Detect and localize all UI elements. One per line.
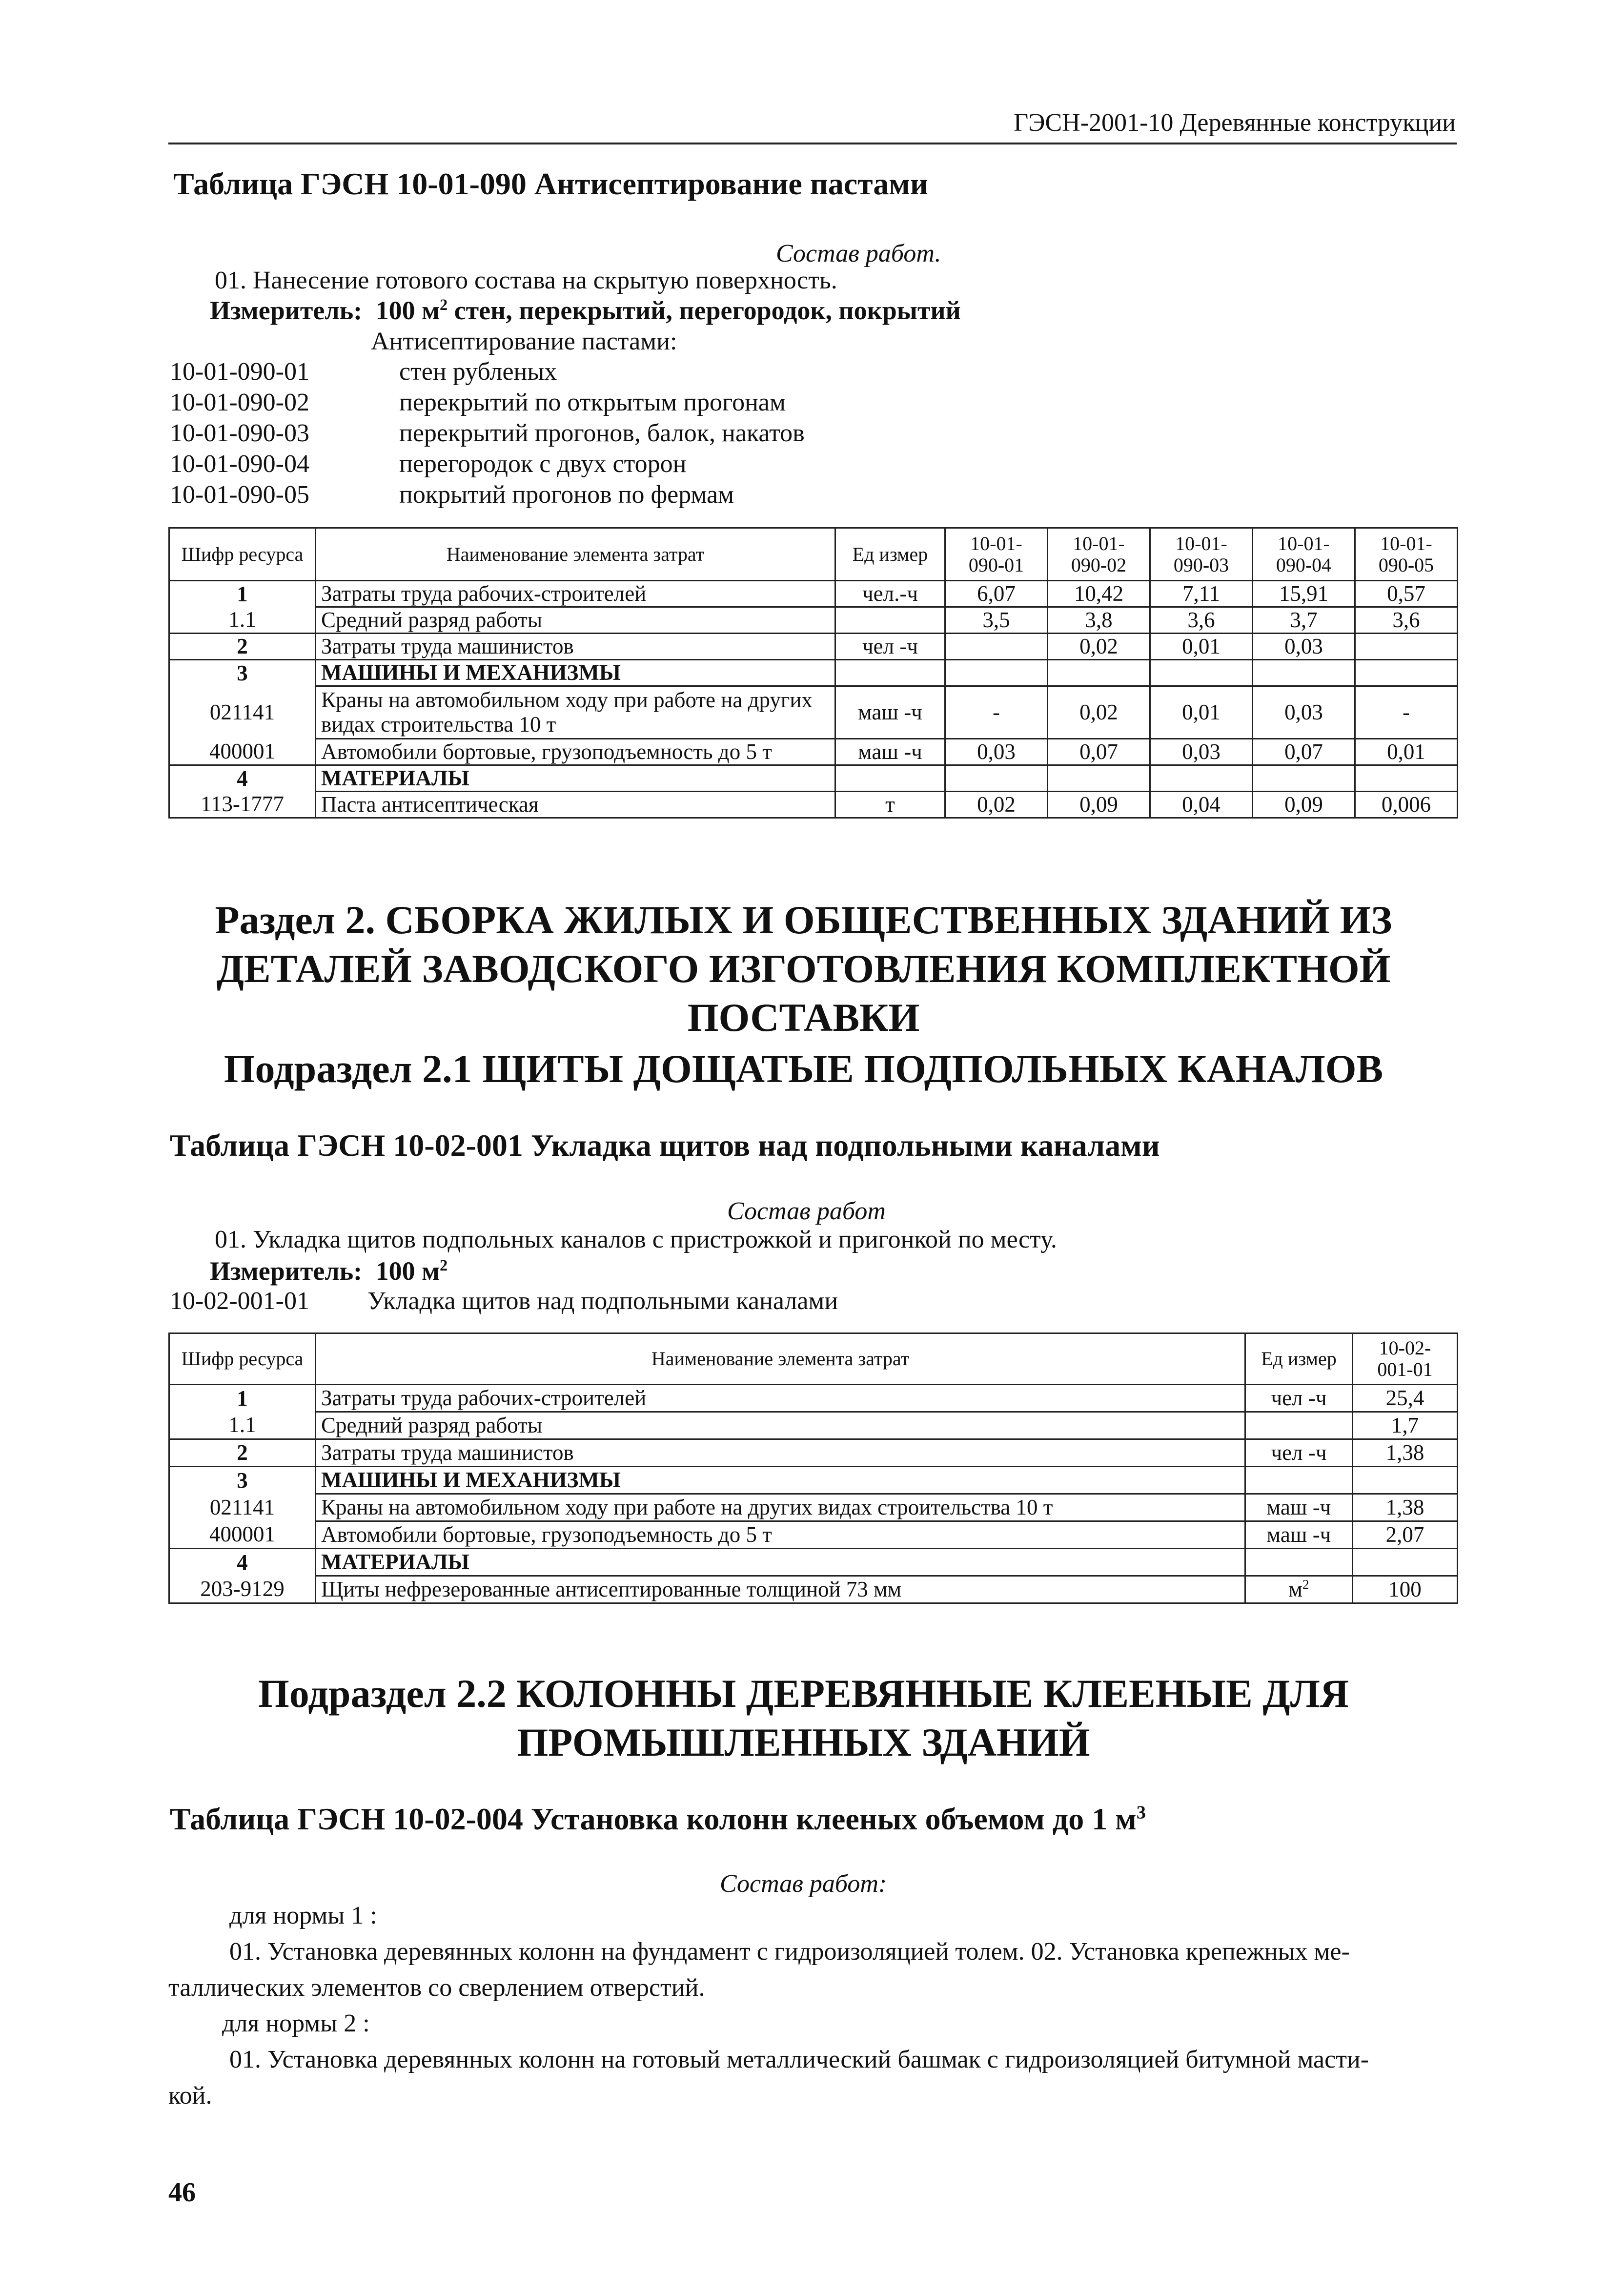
section-title-line: ПОСТАВКИ: [687, 995, 920, 1040]
resource-value: 1,38: [1353, 1439, 1458, 1467]
resource-value: [945, 634, 1048, 660]
resource-code: 1: [169, 1385, 316, 1412]
resource-table-2: [168, 1332, 1458, 1604]
resource-value: 0,03: [1253, 634, 1355, 660]
norm-1-text: 01. Установка деревянных колонн на фундамент с гидроизоляцией толем. 02. Установка крепежных ме-: [229, 1937, 1350, 1966]
resource-unit: чел.-ч: [835, 581, 945, 607]
resource-value: [1150, 660, 1253, 686]
resource-value: 0,03: [945, 739, 1048, 765]
resource-value: [1353, 1467, 1458, 1494]
resource-value: 0,01: [1150, 634, 1253, 660]
resource-code: 400001: [169, 739, 316, 765]
resource-name: МАШИНЫ И МЕХАНИЗМЫ: [316, 660, 835, 686]
resource-value: 0,03: [1150, 739, 1253, 765]
section-title-line: ДЕТАЛЕЙ ЗАВОДСКОГО ИЗГОТОВЛЕНИЯ КОМПЛЕКТНОЙ: [216, 946, 1391, 991]
table-row: [169, 1494, 1458, 1521]
resource-name: Средний разряд работы: [316, 607, 835, 634]
norm-1-text-continued: таллических элементов со сверлением отверстий.: [168, 1973, 705, 2002]
work-description-3: [168, 1898, 1457, 2114]
resource-value: 0,07: [1253, 739, 1355, 765]
work-description-1: 01. Нанесение готового состава на скрытую поверхность.: [215, 266, 837, 294]
resource-value: 0,006: [1355, 792, 1458, 818]
resource-value: 3,6: [1355, 607, 1458, 634]
table-row: [169, 1439, 1458, 1467]
norm-2-label: для нормы 2 :: [222, 2009, 370, 2038]
measure-line-2: [210, 1256, 448, 1286]
resource-unit: маш -ч: [1245, 1494, 1353, 1521]
norm-code: 10-02-001-01: [170, 1287, 309, 1315]
resource-value: [1355, 765, 1458, 792]
col-header: 10-02- 001-01: [1353, 1333, 1458, 1385]
table-3-title: [170, 1801, 1146, 1837]
resource-value: [1048, 660, 1150, 686]
table-row: [169, 1521, 1458, 1549]
measure-sup-1: 2: [439, 296, 448, 314]
resource-code: 4: [169, 765, 316, 792]
resource-code: 021141: [169, 1494, 316, 1521]
resource-value: 1,38: [1353, 1494, 1458, 1521]
resource-unit: маш -ч: [835, 686, 945, 739]
resource-code: 1.1: [169, 607, 316, 634]
resource-value: -: [945, 686, 1048, 739]
resource-name: Затраты труда рабочих-строителей: [316, 581, 835, 607]
resource-code: 3: [169, 1467, 316, 1494]
col-header: Шифр ресурса: [169, 528, 316, 581]
resource-value: 3,7: [1253, 607, 1355, 634]
resource-unit: т: [835, 792, 945, 818]
resource-value: 7,11: [1150, 581, 1253, 607]
resource-name: Паста антисептическая: [316, 792, 835, 818]
resource-unit: [1245, 1549, 1353, 1576]
col-header: Ед измер: [1245, 1333, 1353, 1385]
resource-value: 100: [1353, 1576, 1458, 1603]
page-number: 46: [168, 2177, 196, 2208]
table-3-title-text: Таблица ГЭСН 10-02-004 Установка колонн клееных объемом до 1 м: [170, 1802, 1137, 1836]
resource-unit: [835, 660, 945, 686]
resource-value: 3,6: [1150, 607, 1253, 634]
work-description-2: 01. Укладка щитов подпольных каналов с пристрожкой и пригонкой по месту.: [215, 1226, 1057, 1253]
resource-value: [945, 660, 1048, 686]
resource-code: 1: [169, 581, 316, 607]
col-header: 10-01- 090-01: [945, 528, 1048, 581]
table-row: [169, 1576, 1458, 1603]
resource-value: 3,5: [945, 607, 1048, 634]
unit-sup: 2: [1302, 1577, 1309, 1592]
table-3-title-sup: 3: [1136, 1802, 1146, 1823]
col-header: 10-01- 090-05: [1355, 528, 1458, 581]
resource-name: МАТЕРИАЛЫ: [316, 765, 835, 792]
norm-code: 10-01-090-03: [170, 419, 309, 447]
section-2-title: [0, 896, 1607, 1042]
resource-value: [1355, 660, 1458, 686]
resource-code: 1.1: [169, 1412, 316, 1439]
resource-value: 0,04: [1150, 792, 1253, 818]
table-1-title: Таблица ГЭСН 10-01-090 Антисептирование пастами: [173, 166, 928, 201]
norm-code: 10-01-090-05: [170, 481, 309, 509]
col-header: Наименование элемента затрат: [316, 1333, 1245, 1385]
norm-1-label: для нормы 1 :: [229, 1902, 377, 1929]
section-title-line: Раздел 2. СБОРКА ЖИЛЫХ И ОБЩЕСТВЕННЫХ ЗДАНИЙ ИЗ: [215, 898, 1392, 942]
resource-name: Автомобили бортовые, грузоподъемность до 5 т: [316, 739, 835, 765]
resource-name: Средний разряд работы: [316, 1412, 1245, 1439]
measure-value-2: 100 м: [375, 1256, 440, 1286]
resource-value: 2,07: [1353, 1521, 1458, 1549]
norm-desc: стен рубленых: [399, 358, 557, 386]
norm-desc: перекрытий прогонов, балок, накатов: [399, 419, 805, 447]
col-header: Шифр ресурса: [169, 1333, 316, 1385]
table-2-title: Таблица ГЭСН 10-02-001 Укладка щитов над подпольными каналами: [170, 1128, 1160, 1163]
resource-name: Краны на автомобильном ходу при работе на других видах строительства 10 т: [316, 686, 835, 739]
resource-code: 4: [169, 1549, 316, 1576]
resource-value: 0,57: [1355, 581, 1458, 607]
resource-value: 0,01: [1150, 686, 1253, 739]
norms-intro-1: Антисептирование пастами:: [371, 328, 677, 355]
resource-unit: [1245, 1467, 1353, 1494]
resource-value: 25,4: [1353, 1385, 1458, 1412]
resource-name: МАТЕРИАЛЫ: [316, 1549, 1245, 1576]
subsection-2-1-title: Подраздел 2.1 ЩИТЫ ДОЩАТЫЕ ПОДПОЛЬНЫХ КАНАЛОВ: [224, 1046, 1383, 1091]
resource-unit: [1245, 1412, 1353, 1439]
measure-value-1: 100 м: [375, 296, 440, 325]
resource-unit: маш -ч: [1245, 1521, 1353, 1549]
table-row: [169, 792, 1458, 818]
measure-label-1: Измеритель:: [210, 296, 363, 325]
norm-2-text: 01. Установка деревянных колонн на готовый металлический башмак с гидроизоляцией битумной масти-: [229, 2046, 1369, 2074]
running-header: ГЭСН-2001-10 Деревянные конструкции: [1014, 109, 1456, 137]
resource-value: 0,03: [1253, 686, 1355, 739]
table-row: [169, 686, 1458, 739]
composition-label-3: Состав работ:: [720, 1870, 887, 1898]
table-header-row: [169, 1333, 1458, 1385]
resource-name: Затраты труда машинистов: [316, 634, 835, 660]
table-row: [169, 765, 1458, 792]
resource-name: Автомобили бортовые, грузоподъемность до 5 т: [316, 1521, 1245, 1549]
subsection-title-line: ПРОМЫШЛЕННЫХ ЗДАНИЙ: [517, 1720, 1090, 1765]
resource-value: 0,02: [1048, 634, 1150, 660]
resource-value: 0,07: [1048, 739, 1150, 765]
table-row: [169, 581, 1458, 607]
col-header: 10-01- 090-02: [1048, 528, 1150, 581]
resource-table-1: [168, 527, 1458, 819]
norm-code: 10-01-090-04: [170, 450, 309, 478]
measure-line-1: [210, 295, 961, 326]
resource-value: [1353, 1549, 1458, 1576]
norm-desc: покрытий прогонов по фермам: [399, 481, 734, 509]
resource-value: 1,7: [1353, 1412, 1458, 1439]
col-header: Наименование элемента затрат: [316, 528, 835, 581]
measure-label-2: Измеритель:: [210, 1256, 363, 1286]
resource-value: -: [1355, 686, 1458, 739]
resource-value: 0,02: [1048, 686, 1150, 739]
resource-unit: чел -ч: [835, 634, 945, 660]
resource-code: 3: [169, 660, 316, 686]
resource-unit: [1245, 1576, 1353, 1603]
resource-unit: маш -ч: [835, 739, 945, 765]
resource-name: МАШИНЫ И МЕХАНИЗМЫ: [316, 1467, 1245, 1494]
resource-value: [1048, 765, 1150, 792]
norm-desc: Укладка щитов над подпольными каналами: [367, 1287, 838, 1315]
resource-code: 400001: [169, 1521, 316, 1549]
resource-value: [945, 765, 1048, 792]
resource-unit: [835, 765, 945, 792]
table-row: [169, 739, 1458, 765]
resource-unit: [835, 607, 945, 634]
norm-code: 10-01-090-02: [170, 389, 309, 416]
table-row: [169, 1385, 1458, 1412]
resource-unit: чел -ч: [1245, 1439, 1353, 1467]
norm-desc: перекрытий по открытым прогонам: [399, 389, 786, 416]
composition-label-1: Состав работ.: [776, 240, 941, 267]
resource-value: 15,91: [1253, 581, 1355, 607]
resource-value: 3,8: [1048, 607, 1150, 634]
norm-code: 10-01-090-01: [170, 358, 309, 386]
resource-value: 0,09: [1048, 792, 1150, 818]
resource-value: 10,42: [1048, 581, 1150, 607]
table-header-row: [169, 528, 1458, 581]
table-row: [169, 1467, 1458, 1494]
composition-label-2: Состав работ: [727, 1197, 886, 1225]
resource-code: 113-1777: [169, 792, 316, 818]
norm-desc: перегородок с двух сторон: [399, 450, 687, 478]
resource-value: [1253, 660, 1355, 686]
col-header: 10-01- 090-04: [1253, 528, 1355, 581]
norm-2-text-continued: кой.: [168, 2082, 212, 2110]
table-row: [169, 1549, 1458, 1576]
col-header: 10-01- 090-03: [1150, 528, 1253, 581]
subsection-2-2-title: [0, 1669, 1607, 1767]
resource-code: 2: [169, 634, 316, 660]
resource-value: [1150, 765, 1253, 792]
subsection-title-line: Подраздел 2.2 КОЛОННЫ ДЕРЕВЯННЫЕ КЛЕЕНЫЕ ДЛЯ: [258, 1671, 1349, 1716]
table-row: [169, 660, 1458, 686]
table-row: [169, 634, 1458, 660]
resource-name: Щиты нефрезерованные антисептированные толщиной 73 мм: [316, 1576, 1245, 1603]
measure-rest-1: стен, перекрытий, перегородок, покрытий: [454, 296, 961, 325]
col-header: Ед измер: [835, 528, 945, 581]
resource-value: 0,01: [1355, 739, 1458, 765]
resource-name: Затраты труда машинистов: [316, 1439, 1245, 1467]
measure-sup-2: 2: [439, 1257, 448, 1274]
resource-unit: чел -ч: [1245, 1385, 1353, 1412]
resource-value: 0,09: [1253, 792, 1355, 818]
resource-value: [1355, 634, 1458, 660]
resource-code: 2: [169, 1439, 316, 1467]
unit-text: м: [1288, 1577, 1302, 1601]
resource-value: 6,07: [945, 581, 1048, 607]
table-row: [169, 607, 1458, 634]
resource-value: [1253, 765, 1355, 792]
header-rule: [168, 143, 1457, 144]
resource-name: Краны на автомобильном ходу при работе на других видах строительства 10 т: [316, 1494, 1245, 1521]
table-row: [169, 1412, 1458, 1439]
resource-value: 0,02: [945, 792, 1048, 818]
resource-code: 021141: [169, 686, 316, 739]
resource-code: 203-9129: [169, 1576, 316, 1603]
resource-name: Затраты труда рабочих-строителей: [316, 1385, 1245, 1412]
